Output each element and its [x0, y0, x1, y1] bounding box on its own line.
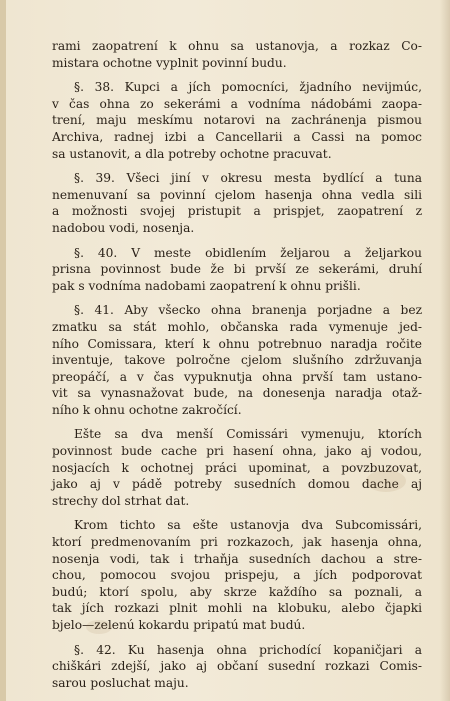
- paragraph: [52, 517, 422, 633]
- text-line: §. 41. Aby všecko ohna branenja porjadne a bez: [74, 303, 422, 318]
- text-line: a možnosti svojej pristupit a prispjet, zaopatrení z: [52, 204, 422, 219]
- text-line: ního k ohnu ochotne zakročící.: [52, 402, 242, 417]
- text-line: trení, maju meskímu notarovi na zachránenja pismou: [52, 113, 422, 128]
- text-line: §. 38. Kupci a jích pomocníci, žjadního nevijmúc,: [74, 80, 422, 95]
- text-line: tak jích rozkazi plnit mohli na klobuku, alebo čjapki: [52, 601, 422, 616]
- text-line: pak s vodníma nadobami zaopatrení k ohnu prišli.: [52, 278, 361, 293]
- text-line: sa ustanovit, a dla potreby ochotne pracuvat.: [52, 146, 332, 161]
- text-line: sarou posluchat maju.: [52, 675, 189, 690]
- text-line: povinnost bude cache pri hasení ohna, jako aj vodou,: [52, 444, 422, 459]
- paragraph: [52, 38, 422, 71]
- text-line: chiškári zdejší, jako aj občaní susední rozkazi Comis-: [52, 659, 422, 674]
- text-line: mistara ochotne vyplnit povinní budu.: [52, 55, 287, 70]
- text-line: strechy dol strhat dat.: [52, 493, 190, 508]
- paragraph: [52, 79, 422, 162]
- text-line: §. 40. V meste obidlením željarou a željarkou: [74, 245, 422, 260]
- document-text: [52, 38, 422, 691]
- paper-stain: [86, 620, 112, 634]
- text-line: chou, pomocou svojou prispeju, a jích podporovat: [52, 568, 422, 583]
- text-line: ního Comissara, kterí k ohnu potrebnuo naradja ročite: [52, 336, 422, 351]
- text-line: bjelo—zelenú kokardu pripatú mat budú.: [52, 618, 306, 632]
- text-line: nosjacích k ochotnej práci upominat, a povzbuzovat,: [52, 460, 422, 475]
- text-line: Krom tichto sa ešte ustanovja dva Subcomissári,: [74, 518, 422, 533]
- text-line: preopáčí, a v čas vypuknutja ohna prvší tam ustano-: [52, 369, 422, 384]
- text-line: zmatku sa stát mohlo, občanska rada vymenuje jed-: [52, 319, 422, 334]
- text-line: nosenja vodi, tak i trhaňja susedních dachou a stre-: [52, 551, 422, 566]
- paragraph: [52, 642, 422, 692]
- text-line: vit sa vynasnažovat bude, na donesenja naradja otaž-: [52, 386, 422, 401]
- text-line: nemenuvaní sa povinní cjelom hasenja ohna vedla sili: [52, 187, 422, 202]
- text-line: rami zaopatrení k ohnu sa ustanovja, a rozkaz Co-: [52, 39, 422, 53]
- text-line: §. 42. Ku hasenja ohna prichodící kopaničjari a: [74, 642, 422, 657]
- text-line: prisna povinnost bude že bi prvší ze sekerámi, druhí: [52, 262, 422, 277]
- paragraph: [52, 426, 422, 509]
- paragraph: [52, 170, 422, 236]
- text-line: budú; ktorí spolu, aby skrze každího sa poznali, a: [52, 584, 422, 599]
- text-line: nadobou vodi, nosenja.: [52, 220, 195, 235]
- text-line: ktorí predmenovaním pri rozkazoch, jak hasenja ohna,: [52, 535, 422, 550]
- text-line: Archiva, radnej izbi a Cancellarii a Cassi na pomoc: [52, 129, 422, 144]
- paragraph: [52, 245, 422, 295]
- text-line: jako aj v pádě potreby susedních domou dache aj: [52, 477, 422, 492]
- text-line: §. 39. Všeci jiní v okresu mesta bydlící a tuna: [74, 171, 422, 186]
- paper-stain: [366, 470, 406, 492]
- text-line: inventuje, takove polročne cjelom slušního zdržuvanja: [52, 353, 422, 368]
- paragraph: [52, 302, 422, 418]
- text-line: Ešte sa dva menší Comissári vymenuju, ktorích: [74, 427, 422, 442]
- text-line: v čas ohna zo sekerámi a vodníma nádobámi zaopa-: [52, 96, 422, 111]
